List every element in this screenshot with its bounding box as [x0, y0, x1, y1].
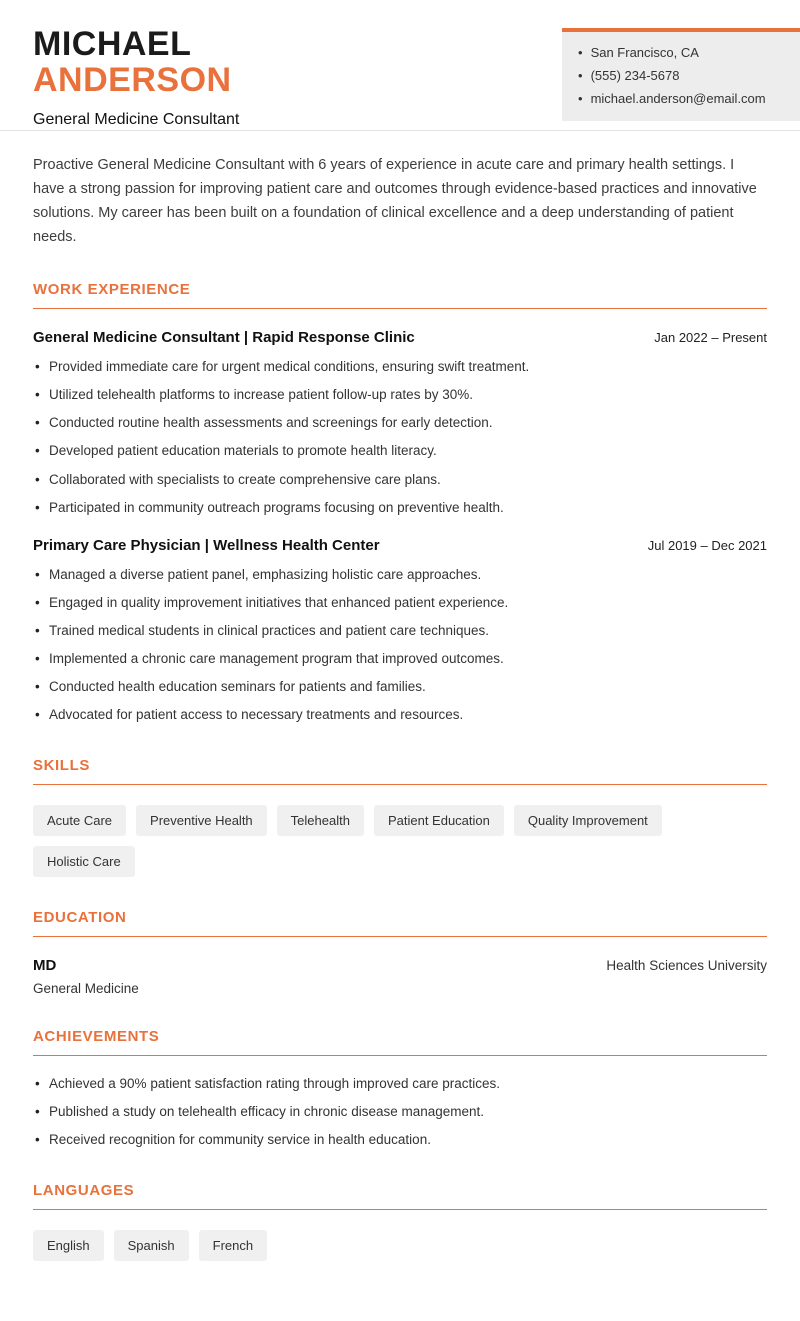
- achievement-bullet: • Published a study on telehealth efficacy in chronic disease management.: [33, 1102, 767, 1122]
- header: [0, 0, 800, 129]
- contact-phone: • (555) 234-5678: [578, 64, 786, 87]
- summary-paragraph: Proactive General Medicine Consultant with 6 years of experience in acute care and primary health settings. I have a strong passion for improving patient care and outcomes through evidence-based practices and innovative solutions. My career has been built on a foundation of clinical excellence and a deep understanding of patient needs.: [33, 157, 757, 246]
- language-tag-list: [33, 1230, 767, 1261]
- job-bullet: • Participated in community outreach programs focusing on preventive health.: [33, 498, 767, 518]
- job-header: [33, 329, 767, 346]
- job-entry: [33, 329, 767, 517]
- skill-tag: Preventive Health: [136, 805, 267, 836]
- header-divider: [0, 130, 800, 131]
- job-bullet: • Developed patient education materials to promote health literacy.: [33, 441, 767, 461]
- achievement-bullet: • Achieved a 90% patient satisfaction rating through improved care practices.: [33, 1074, 767, 1094]
- section-achievements: [33, 1028, 767, 1150]
- skills-heading: SKILLS: [33, 757, 767, 785]
- achievement-bullet: • Received recognition for community service in health education.: [33, 1130, 767, 1150]
- job-dates: Jul 2019 – Dec 2021: [647, 538, 767, 554]
- contact-location: • San Francisco, CA: [578, 41, 786, 64]
- last-name: ANDERSON: [33, 61, 232, 100]
- job-bullet: • Utilized telehealth platforms to increase patient follow-up rates by 30%.: [33, 385, 767, 405]
- language-tag: Spanish: [114, 1230, 189, 1261]
- work-experience-heading: WORK EXPERIENCE: [33, 281, 767, 309]
- skill-tag: Patient Education: [374, 805, 504, 836]
- job-bullet-list: [33, 565, 767, 725]
- resume-content: [0, 153, 800, 1261]
- contact-card: [562, 28, 800, 121]
- job-entry: [33, 537, 767, 725]
- language-tag: French: [199, 1230, 267, 1261]
- job-title: Primary Care Physician | Wellness Health Center: [33, 537, 380, 555]
- section-skills: [33, 757, 767, 877]
- field-of-study: General Medicine: [33, 981, 139, 996]
- degree-name: MD: [33, 957, 57, 974]
- languages-heading: LANGUAGES: [33, 1182, 767, 1210]
- skill-tag: Quality Improvement: [514, 805, 662, 836]
- education-entry: [33, 957, 767, 974]
- job-header: [33, 537, 767, 554]
- skill-tag: Acute Care: [33, 805, 126, 836]
- job-dates: Jan 2022 – Present: [654, 330, 767, 346]
- language-tag: English: [33, 1230, 104, 1261]
- skill-tag: Holistic Care: [33, 846, 135, 877]
- job-bullet: • Conducted health education seminars for patients and families.: [33, 677, 767, 697]
- header-job-title: General Medicine Consultant: [33, 111, 240, 129]
- job-bullet: • Conducted routine health assessments and screenings for early detection.: [33, 413, 767, 433]
- job-title: General Medicine Consultant | Rapid Response Clinic: [33, 329, 415, 347]
- job-bullet: • Trained medical students in clinical practices and patient care techniques.: [33, 621, 767, 641]
- job-bullet: • Provided immediate care for urgent medical conditions, ensuring swift treatment.: [33, 357, 767, 377]
- achievements-heading: ACHIEVEMENTS: [33, 1028, 767, 1056]
- skill-tag: Telehealth: [277, 805, 364, 836]
- job-bullet-list: [33, 357, 767, 517]
- school-name: Health Sciences University: [606, 958, 767, 973]
- skill-tag-list: [33, 805, 767, 877]
- job-bullet: • Collaborated with specialists to create comprehensive care plans.: [33, 470, 767, 490]
- first-name: MICHAEL: [33, 25, 192, 63]
- contact-email: • michael.anderson@email.com: [578, 87, 786, 110]
- section-education: [33, 909, 767, 996]
- job-bullet: • Managed a diverse patient panel, emphasizing holistic care approaches.: [33, 565, 767, 585]
- section-languages: [33, 1182, 767, 1261]
- job-bullet: • Engaged in quality improvement initiatives that enhanced patient experience.: [33, 593, 767, 613]
- job-bullet: • Implemented a chronic care management program that improved outcomes.: [33, 649, 767, 669]
- job-bullet: • Advocated for patient access to necessary treatments and resources.: [33, 705, 767, 725]
- achievement-list: [33, 1074, 767, 1150]
- section-work-experience: [33, 281, 767, 725]
- education-heading: EDUCATION: [33, 909, 767, 937]
